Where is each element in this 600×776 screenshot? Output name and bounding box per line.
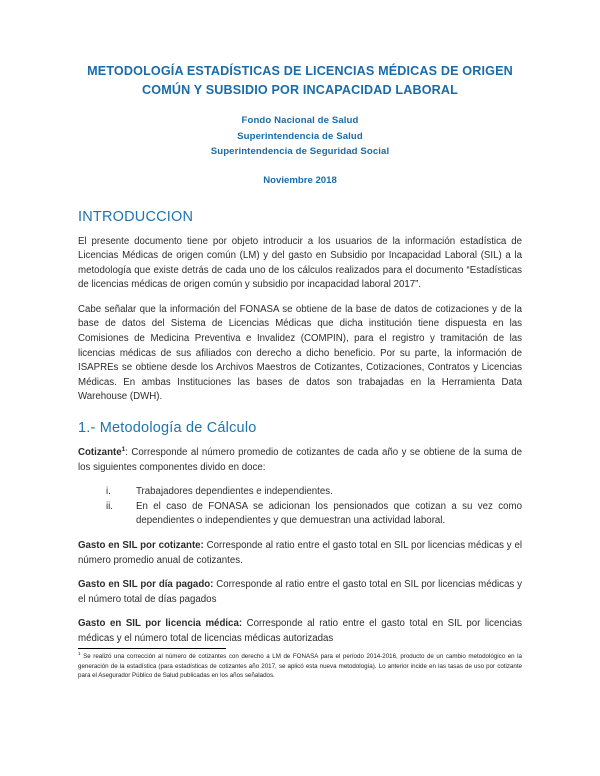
organization-superintendencia-salud: Superintendencia de Salud — [237, 130, 363, 142]
document-title-line-1: METODOLOGÍA ESTADÍSTICAS DE LICENCIAS MÉDICAS DE ORIGEN — [87, 64, 513, 78]
footnote-number: 1 — [78, 650, 81, 656]
intro-paragraph-1: El presente documento tiene por objeto introducir a los usuarios de la información estadística de Licencias Médicas de origen común (LM) y del gasto en Subsidio por Incapacidad Laboral (SIL) a la metodología que existe detrás de cada uno de los cálculos realizados para el documento “Estadísticas de licencias médicas de origen común y subsidio por incapacidad laboral 2017”. — [78, 235, 522, 291]
list-item — [78, 485, 522, 500]
footnote-separator — [78, 648, 226, 649]
footnote-1 — [78, 652, 522, 681]
heading-metodologia-de-calculo: 1.- Metodología de Cálculo — [78, 420, 257, 437]
document-title — [78, 62, 522, 100]
list-item-label: En el caso de FONASA se adicionan los pensionados que cotizan a su vez como dependientes o independientes y que demuestran una actividad laboral. — [136, 500, 522, 527]
definition-gasto-por-dia-pagado — [78, 578, 522, 607]
cotizante-components-list — [78, 485, 522, 529]
definition-gasto-por-licencia-medica — [78, 617, 522, 646]
document-title-line-2: COMÚN Y SUBSIDIO POR INCAPACIDAD LABORAL — [142, 83, 458, 97]
document-date: Noviembre 2018 — [263, 174, 337, 186]
definition-gasto-por-licencia-medica-text: Corresponde al ratio entre el gasto total en SIL por licencias médicas y el número total de licencias médicas autorizadas — [78, 618, 522, 644]
organization-fonasa: Fondo Nacional de Salud — [241, 115, 359, 126]
definition-gasto-por-dia-pagado-text: Corresponde al ratio entre el gasto total en SIL por licencias médicas y el número total de días pagados — [78, 579, 522, 605]
definition-cotizante-text: : Corresponde al número promedio de cotizantes de cada año y se obtiene de la suma de los siguientes componentes divido en doce: — [78, 447, 522, 473]
footnote-area — [78, 648, 522, 681]
intro-paragraph-2: Cabe señalar que la información del FONASA se obtiene de la base de datos de cotizaciones y de la base de datos del Sistema de Licencias Médicas que dicha institución tiene dispuesta en las Comisiones de Medicina Preventiva e Invalidez (COMPIN), para el registro y tramitación de las licencias médicas de sus afiliados con derecho a dicho beneficio. Por su parte, la información de ISAPREs se obtiene desde los Archivos Maestros de Cotizantes, Cotizaciones, Contratos y Licencias Médicas. En ambas Instituciones las bases de datos son trabajadas en la Herramienta Data Warehouse (DWH). — [78, 303, 522, 403]
definition-gasto-por-cotizante — [78, 539, 522, 568]
term-gasto-por-licencia-medica: Gasto en SIL por licencia médica: — [78, 618, 243, 630]
term-cotizante: Cotizante — [78, 447, 122, 459]
list-item — [78, 500, 522, 529]
definition-cotizante — [78, 446, 522, 475]
definition-gasto-por-cotizante-text: Corresponde al ratio entre el gasto total en SIL por licencias médicas y el número promedio anual de cotizantes. — [78, 540, 522, 566]
heading-introduccion: INTRODUCCION — [78, 208, 194, 225]
term-gasto-por-cotizante: Gasto en SIL por cotizante: — [78, 540, 204, 551]
footnote-text: Se realizó una corrección al número de cotizantes con derecho a LM de FONASA para el período 2014-2016, producto de un cambio metodológico en la generación de la estadística (para estadísticas de cotizantes año 2017, se aplicó esta nueva metodología). Lo anterior incide en las tasas de uso por cotizante para el Asegurador Público de Salud publicadas en los años señalados. — [78, 653, 522, 680]
list-item-marker: i. — [106, 486, 111, 498]
list-item-marker: ii. — [106, 500, 113, 512]
list-item-label: Trabajadores dependientes e independientes. — [136, 486, 333, 498]
footnote-reference-1: 1 — [121, 445, 126, 453]
term-gasto-por-dia-pagado: Gasto en SIL por día pagado: — [78, 579, 214, 591]
organization-superintendencia-seguridad-social: Superintendencia de Seguridad Social — [210, 146, 390, 157]
organization-list — [78, 113, 522, 160]
